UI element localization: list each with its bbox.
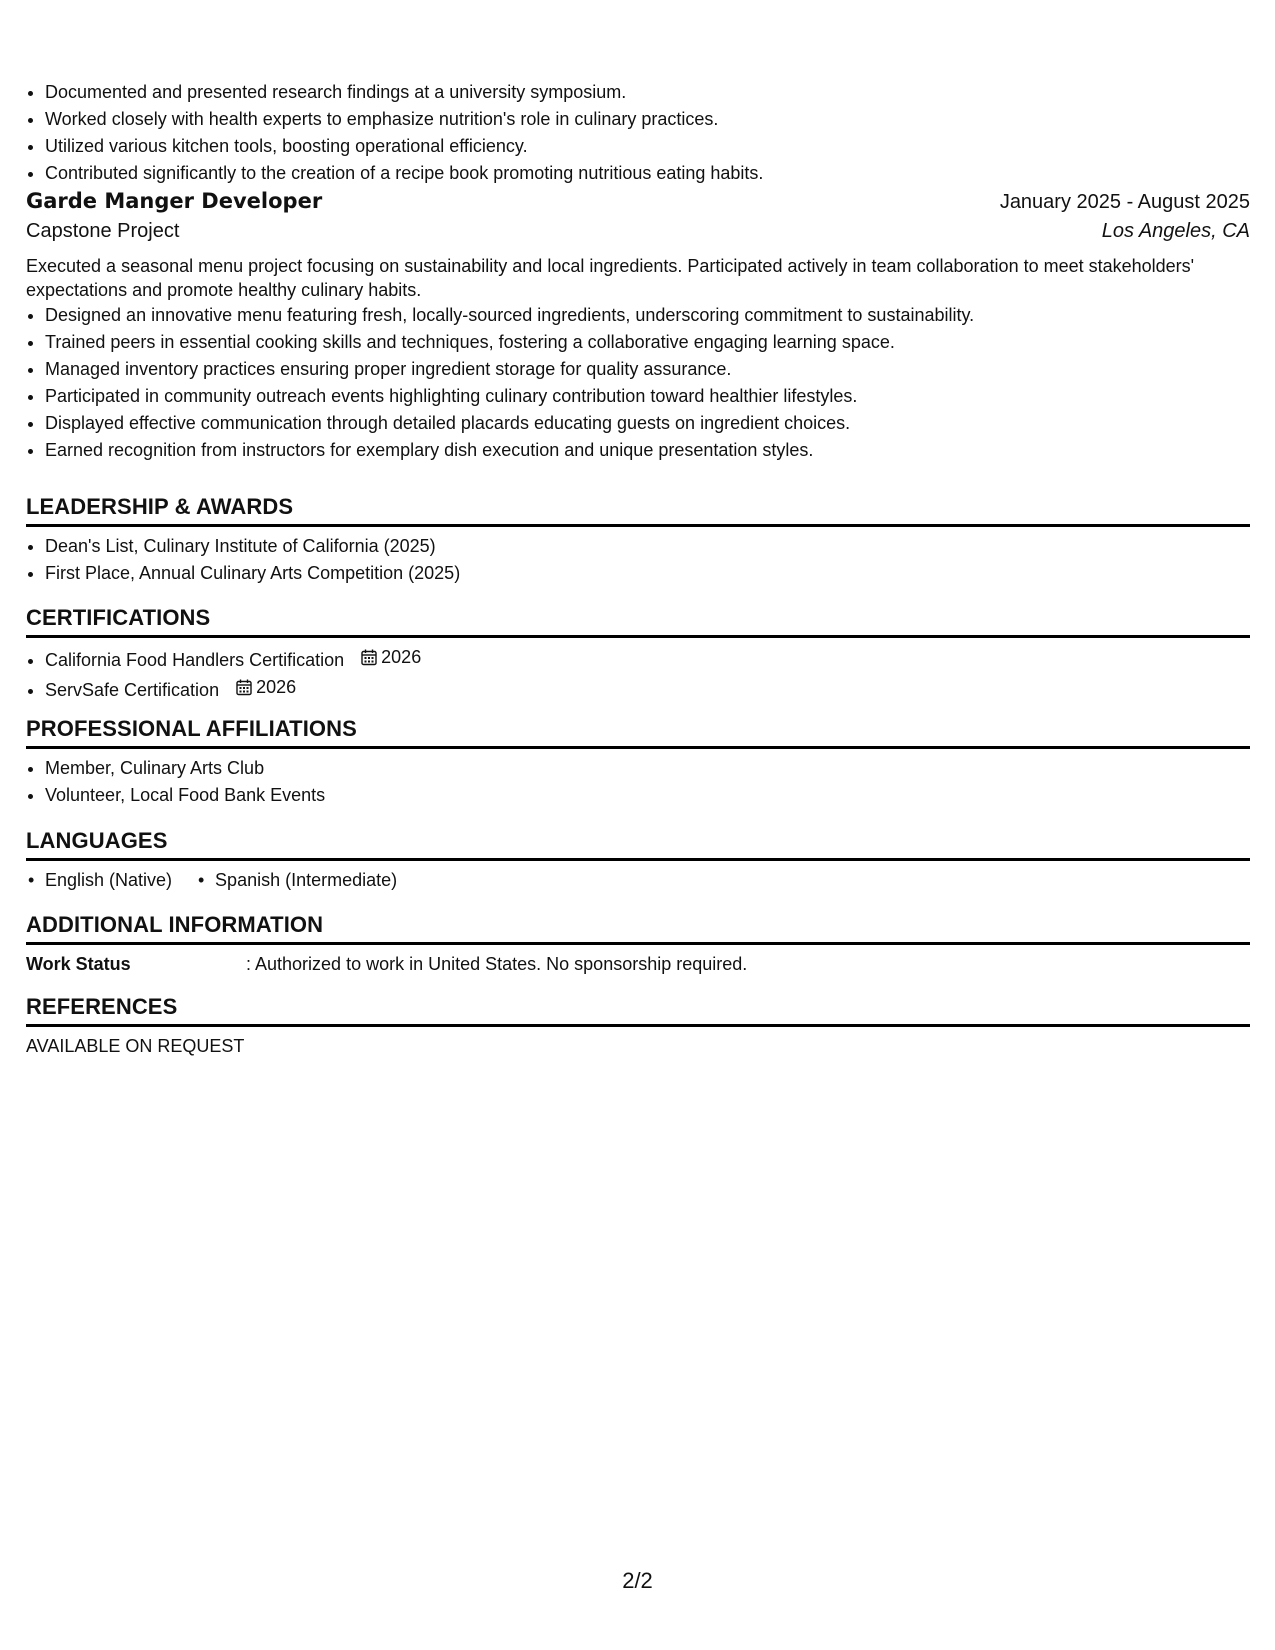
list-item: • Managed inventory practices ensuring proper ingredient storage for quality assurance. bbox=[45, 356, 1269, 383]
languages-list bbox=[26, 867, 1250, 894]
job-location: Los Angeles, CA bbox=[1101, 220, 1250, 242]
section-heading: ADDITIONAL INFORMATION bbox=[26, 912, 1250, 945]
list-item: • Participated in community outreach events highlighting culinary contribution toward healthier lifestyles. bbox=[45, 383, 1269, 410]
page-number: 2/2 bbox=[622, 1568, 653, 1593]
job-header bbox=[26, 189, 1250, 214]
work-status-value: : Authorized to work in United States. No sponsorship required. bbox=[246, 954, 748, 974]
references-text: AVAILABLE ON REQUEST bbox=[26, 1036, 245, 1056]
list-item: • Utilized various kitchen tools, boosting operational efficiency. bbox=[45, 133, 1269, 160]
previous-job-bullets bbox=[26, 79, 1269, 187]
references-section bbox=[26, 994, 1250, 1059]
list-item: • Contributed significantly to the creation of a recipe book promoting nutritious eating habits. bbox=[45, 160, 1269, 187]
list-item: • Member, Culinary Arts Club bbox=[45, 755, 1250, 782]
leadership-section bbox=[26, 494, 1250, 587]
work-status-label: Work Status bbox=[26, 954, 131, 974]
list-item: • Volunteer, Local Food Bank Events bbox=[45, 782, 1250, 809]
job-bullets bbox=[26, 302, 1269, 464]
affiliations-list bbox=[26, 755, 1250, 809]
certifications-section bbox=[26, 605, 1250, 704]
section-heading: LEADERSHIP & AWARDS bbox=[26, 494, 1250, 527]
section-heading: CERTIFICATIONS bbox=[26, 605, 1250, 638]
list-item: • English (Native) bbox=[26, 867, 172, 894]
list-item: • Spanish (Intermediate) bbox=[196, 867, 397, 894]
job-organization: Capstone Project bbox=[26, 220, 180, 242]
certifications-list bbox=[26, 644, 1250, 704]
job-summary: Executed a seasonal menu project focusing on sustainability and local ingredients. Participated actively in team collaboration to meet stakeholders' expectations and promote healthy culinary habits. bbox=[26, 256, 1195, 300]
list-item bbox=[45, 644, 1250, 674]
certification-date: 2026 bbox=[256, 677, 297, 697]
list-item: • Dean's List, Culinary Institute of California (2025) bbox=[45, 533, 1250, 560]
certification-name: ServSafe Certification bbox=[45, 680, 220, 700]
calendar-icon bbox=[236, 679, 252, 696]
certification-name: California Food Handlers Certification bbox=[45, 650, 345, 670]
list-item: • Documented and presented research findings at a university symposium. bbox=[45, 79, 1269, 106]
list-item: • First Place, Annual Culinary Arts Competition (2025) bbox=[45, 560, 1250, 587]
languages-section bbox=[26, 828, 1250, 894]
leadership-list bbox=[26, 533, 1250, 587]
list-item: • Earned recognition from instructors for exemplary dish execution and unique presentation styles. bbox=[45, 437, 1269, 464]
calendar-icon bbox=[361, 649, 377, 666]
certification-date: 2026 bbox=[381, 647, 422, 667]
section-heading: REFERENCES bbox=[26, 994, 1250, 1027]
list-item: • Trained peers in essential cooking skills and techniques, fostering a collaborative engaging learning space. bbox=[45, 329, 1269, 356]
list-item: • Designed an innovative menu featuring fresh, locally-sourced ingredients, underscoring commitment to sustainability. bbox=[45, 302, 1269, 329]
list-item bbox=[45, 674, 1250, 704]
list-item: • Displayed effective communication through detailed placards educating guests on ingredient choices. bbox=[45, 410, 1269, 437]
job-title: Garde Manger Developer bbox=[26, 189, 323, 213]
job-dates: January 2025 - August 2025 bbox=[999, 191, 1250, 213]
additional-info-section bbox=[26, 912, 1250, 977]
job-subheader bbox=[26, 220, 1250, 243]
list-item: • Worked closely with health experts to emphasize nutrition's role in culinary practices. bbox=[45, 106, 1269, 133]
work-status-row bbox=[26, 951, 1250, 977]
section-heading: PROFESSIONAL AFFILIATIONS bbox=[26, 716, 1250, 749]
affiliations-section bbox=[26, 716, 1250, 809]
section-heading: LANGUAGES bbox=[26, 828, 1250, 861]
